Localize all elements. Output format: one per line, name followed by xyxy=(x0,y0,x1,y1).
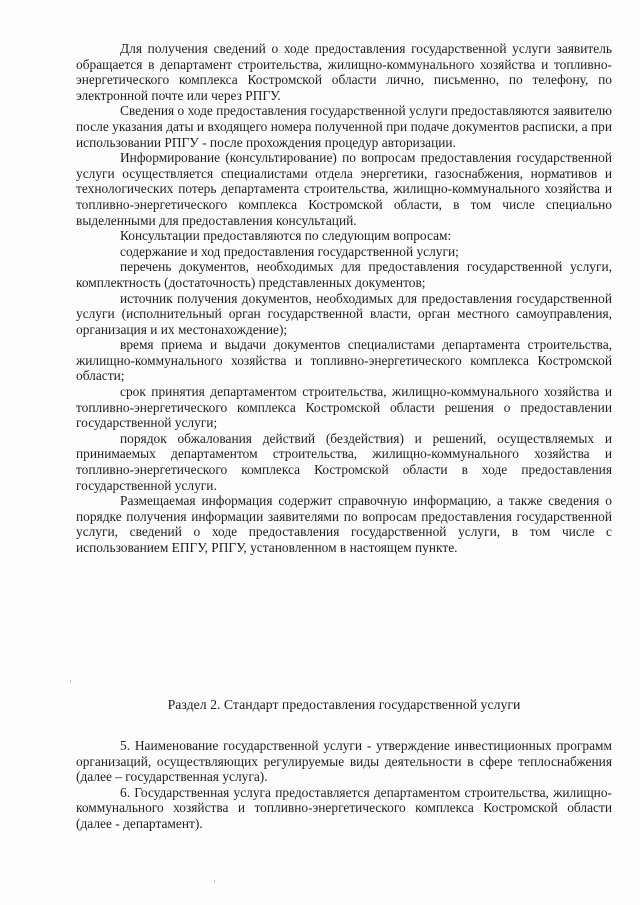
paragraph: Информирование (консультирование) по вопросам предоставления государственной услуги осуществляется специалистами отдела энергетики, газоснабжения, нормативов и технологических потерь департамента строительства, жилищно-коммунального хозяйства и топливно-энергетического комплекса Костромской области, в том числе специально выделенными для предоставления консультаций. xyxy=(76,150,612,228)
scan-speck xyxy=(70,680,71,682)
list-item: перечень документов, необходимых для предоставления государственной услуги, комплектность (достаточность) представленных документов; xyxy=(76,259,612,290)
paragraph: Для получения сведений о ходе предоставления государственной услуги заявитель обращается в департамент строительства, жилищно-коммунального хозяйства и топливно-энергетического комплекса Костромской области лично, письменно, по телефону, по электронной почте или через РПГУ. xyxy=(76,41,612,103)
paragraph: Размещаемая информация содержит справочную информацию, а также сведения о порядке получения информации заявителями по вопросам предоставления государственной услуги, сведений о ходе предоставления государственной услуги, в том числе с использованием ЕПГУ, РПГУ, установленном в настоящем пункте. xyxy=(76,493,612,555)
list-item: источник получения документов, необходимых для предоставления государственной услуги (исполнительный орган государственной власти, орган местного самоуправления, организация и их местонахождение); xyxy=(76,290,612,337)
section-heading: Раздел 2. Стандарт предоставления государственной услуги xyxy=(167,697,521,712)
section-2-text xyxy=(76,738,612,832)
list-item: порядок обжалования действий (бездействия) и решений, осуществляемых и принимаемых департаментом строительства, жилищно-коммунального хозяйства и топливно-энергетического комплекса Костромской области в ходе предоставления государственной услуги. xyxy=(76,430,612,493)
list-item: время приема и выдачи документов специалистами департамента строительства, жилищно-коммунального хозяйства и топливно-энергетического комплекса Костромской области; xyxy=(76,337,612,384)
paragraph: Сведения о ходе предоставления государственной услуги предоставляются заявителю после указания даты и входящего номера полученной при подаче документов расписки, а при использовании РПГУ - после прохождения процедур авторизации. xyxy=(76,103,612,150)
scan-speck xyxy=(214,880,215,882)
list-item: содержание и ход предоставления государственной услуги; xyxy=(120,243,459,259)
numbered-paragraph: 5. Наименование государственной услуги - утверждение инвестиционных программ организаций, осуществляющих регулируемые виды деятельности в сфере теплоснабжения (далее – государственная услуга). xyxy=(76,738,612,785)
list-item: срок принятия департаментом строительства, жилищно-коммунального хозяйства и топливно-энергетического комплекса Костромской области решения о предоставлении государственной услуги; xyxy=(76,384,612,431)
section-1-text xyxy=(76,41,612,556)
numbered-paragraph: 6. Государственная услуга предоставляется департаментом строительства, жилищно-коммунального хозяйства и топливно-энергетического комплекса Костромской области (далее - департамент). xyxy=(76,784,612,831)
paragraph: Консультации предоставляются по следующим вопросам: xyxy=(120,228,452,244)
